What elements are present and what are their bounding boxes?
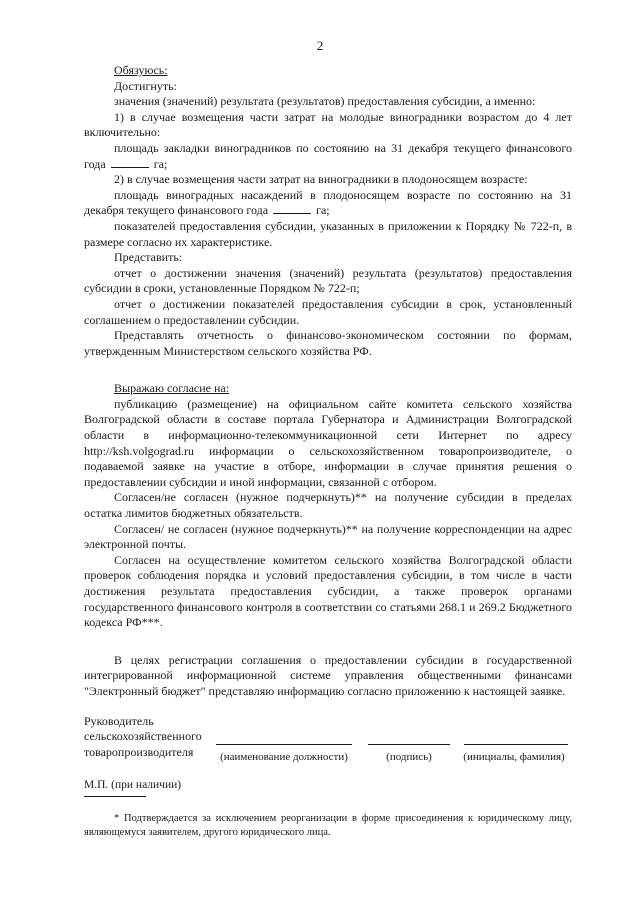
signature-caption: (подпись): [386, 750, 432, 763]
section-gap: [84, 700, 572, 714]
item-1-area-blank: [111, 157, 149, 168]
submit-item-3: Представлять отчетность о финансово-экономическом состоянии по формам, утвержденным Министерством сельского хозяйства РФ.: [84, 328, 572, 358]
signatory-role: Руководитель сельскохозяйственного товаропроизводителя: [84, 713, 202, 759]
item-1-area: [84, 141, 572, 172]
obligation-heading: Обязуюсь:: [114, 63, 168, 77]
page-number: 2: [316, 38, 324, 53]
submit-item-1: отчет о достижении значения (значений) результата (результатов) предоставления субсидии в сроки, установленные Порядком № 722-п;: [84, 265, 572, 296]
position-caption: (наименование должности): [220, 750, 348, 763]
consent-inspections: Согласен на осуществление комитетом сельского хозяйства Волгоградской области проверок соблюдения порядка и условий предоставления субсидии, в том числе в части достижения результата предоставления субсидии, а также проверок органами государственного финансового контроля в соответствии со статьями 268.1 и 269.2 Бюджетного кодекса РФ***.: [84, 552, 572, 630]
item-2-area-unit: га;: [316, 203, 330, 218]
section-gap: [84, 631, 572, 653]
signature-block: [84, 714, 572, 778]
footnote: * Подтверждается за исключением реорганизации в форме присоединения к юридическому лицу, являющемуся заявителем, другого юридического лица.: [84, 812, 572, 838]
item-2-area: [84, 188, 572, 219]
achieve-label: Достигнуть:: [114, 78, 177, 93]
name-caption: (инициалы, фамилия): [463, 750, 565, 763]
item-2: 2) в случае возмещения части затрат на виноградники в плодоносящем возрасте:: [114, 172, 528, 187]
stamp-note: М.П. (при наличии): [84, 778, 182, 791]
name-line: [464, 744, 568, 745]
achieve-intro: значения (значений) результата (результатов) предоставления субсидии, а именно:: [114, 94, 536, 109]
consent-email: Согласен/ не согласен (нужное подчеркнуть)** на получение корреспонденции на адрес электронной почты.: [84, 521, 572, 552]
submit-item-2: отчет о достижении показателей предоставления субсидии в срок, установленный соглашением о предоставлении субсидии.: [84, 296, 572, 327]
indicators: показателей предоставления субсидии, указанных в приложении к Порядку № 722-п, в размере согласно их характеристике.: [84, 218, 572, 249]
item-1-area-text: площадь закладки виноградников по состоянию на 31 декабря текущего финансового года: [84, 140, 572, 171]
position-line: [216, 744, 352, 745]
registration-paragraph: В целях регистрации соглашения о предоставлении субсидии в государственной интегрированной информационной системе управления общественными финансами "Электронный бюджет" представляю информацию согласно приложению к настоящей заявке.: [84, 652, 572, 698]
section-gap: [84, 359, 572, 381]
item-2-area-text: площадь виноградных насаждений в плодоносящем возрасте по состоянию на 31 декабря текущего финансового года: [84, 187, 572, 218]
consent-limits: Согласен/не согласен (нужное подчеркнуть)** на получение субсидии в пределах остатка лимитов бюджетных обязательств.: [84, 490, 572, 521]
consent-publication: публикацию (размещение) на официальном сайте комитета сельского хозяйства Волгоградской области в составе портала Губернатора и Администрации Волгоградской области в информационно-телекоммуникационной сети Интернет по адресу http://ksh.volgograd.ru информации о сельскохозяйственном товаропроизводителе, о подаваемой заявке на участие в отборе, информации в случае принятия решения о предоставлении субсидии и иной информации, связанной с отбором.: [84, 396, 572, 489]
footnote-rule: [84, 796, 146, 797]
document-body: [84, 63, 572, 793]
consent-heading: Выражаю согласие на:: [114, 381, 230, 396]
item-1-area-unit: га;: [153, 156, 168, 171]
signature-line: [368, 744, 450, 745]
item-1: 1) в случае возмещения части затрат на молодые виноградники возрастом до 4 лет включительно:: [84, 109, 572, 140]
submit-label: Представить:: [114, 250, 183, 265]
item-2-area-blank: [273, 203, 311, 214]
